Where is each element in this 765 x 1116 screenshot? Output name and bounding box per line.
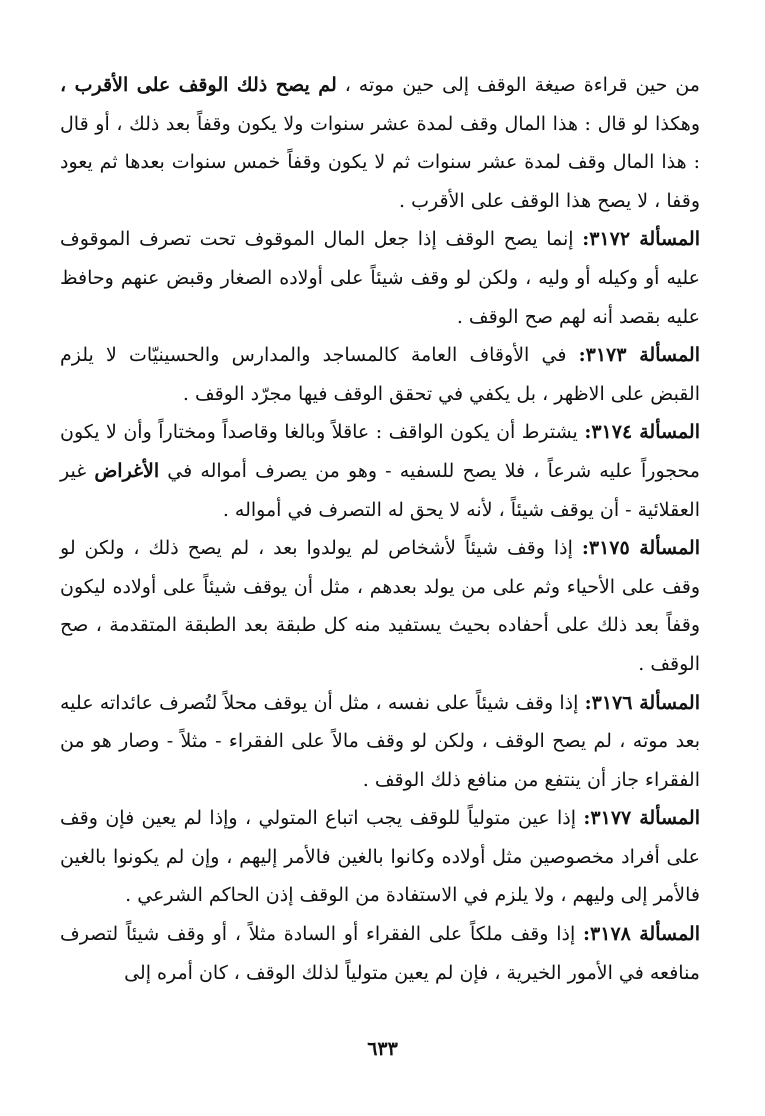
paragraph-text: إذا وقف شيئاً لأشخاص لم يولدوا بعد ، لم يصح ذلك ، ولكن لو وقف على الأحياء وثم على من يولد بعدهم ، مثل أن يوقف شيئاً على أولاده ليكون وقفاً بعد ذلك على أحفاده بحيث يستفيد منه كل طبقة بعد الطبقة المتقدمة ، صح الوقف . <box>60 537 700 675</box>
issue-3176 <box>60 684 700 800</box>
issue-label: المسألة ٣١٧٢: <box>582 228 700 251</box>
paragraph-bold-text: الأغراض <box>94 459 160 482</box>
page-number: ٦٣٣ <box>367 1038 398 1060</box>
issue-3172 <box>60 220 700 336</box>
issue-3178 <box>60 915 700 992</box>
paragraph-text: وهكذا لو قال : هذا المال وقف لمدة عشر سنوات ولا يكون وقفاً بعد ذلك ، أو قال : هذا المال وقف لمدة عشر سنوات ثم لا يكون وقفاً خمس سنوات بعدها ثم يعود وقفا ، لا يصح هذا الوقف على الأقرب . <box>60 112 700 212</box>
issue-label: المسألة ٣١٧٧: <box>583 807 700 830</box>
issue-3175 <box>60 529 700 683</box>
paragraph-text: إذا عين متولياً للوقف يجب اتباع المتولي ، وإذا لم يعين فإن وقف على أفراد مخصوصين مثل أولاده وكانوا بالغين فالأمر إليهم ، وإن لم يكونوا بالغين فالأمر إلى وليهم ، ولا يلزم في الاستفادة من الوقف إذن الحاكم الشرعي . <box>60 807 700 907</box>
paragraph-text: يشترط أن يكون الواقف : عاقلاً وبالغا وقاصداً ومختاراً وأن لا يكون محجوراً عليه شرعاً ، فلا يصح للسفيه - وهو من يصرف أمواله في <box>60 421 700 482</box>
paragraph-text: إذا وقف ملكاً على الفقراء أو السادة مثلاً ، أو وقف شيئاً لتصرف منافعه في الأمور الخيرية ، فإن لم يعين متولياً لذلك الوقف ، كان أمره إلى <box>60 923 700 984</box>
paragraph-bold-text: لم يصح ذلك الوقف على الأقرب ، <box>60 74 337 96</box>
issue-label: المسألة ٣١٧٦: <box>584 691 700 714</box>
issue-label: المسألة ٣١٧٣: <box>578 344 701 367</box>
issue-label: المسألة ٣١٧٤: <box>584 421 700 444</box>
page-body <box>60 66 700 992</box>
paragraph-intro <box>60 66 700 220</box>
paragraph-text: إذا وقف شيئاً على نفسه ، مثل أن يوقف محلاً لتُصرف عائداته عليه بعد موته ، لم يصح الوقف ، ولكن لو وقف مالاً على الفقراء - مثلاً - وصار هو من الفقراء جاز أن ينتفع من منافع ذلك الوقف . <box>60 691 700 791</box>
paragraph-text: من حين قراءة صيغة الوقف إلى حين موته ، <box>336 74 700 96</box>
issue-3174 <box>60 413 700 529</box>
issue-label: المسألة ٣١٧٨: <box>583 923 700 946</box>
issue-label: المسألة ٣١٧٥: <box>581 537 700 560</box>
paragraph-text: إنما يصح الوقف إذا جعل المال الموقوف تحت تصرف الموقوف عليه أو وكيله أو وليه ، ولكن لو وقف شيئاً على أولاده الصغار وقبض عنهم وحافظ عليه بقصد أنه لهم صح الوقف . <box>60 228 700 328</box>
issue-3177 <box>60 799 700 915</box>
paragraph-text: غير العقلائية - أن يوقف شيئاً ، لأنه لا يحق له التصرف في أمواله . <box>60 459 700 521</box>
paragraph-text: في الأوقاف العامة كالمساجد والمدارس والحسينيّات لا يلزم القبض على الاظهر ، بل يكفي في تحقق الوقف فيها مجرّد الوقف . <box>60 344 700 405</box>
issue-3173 <box>60 336 700 413</box>
